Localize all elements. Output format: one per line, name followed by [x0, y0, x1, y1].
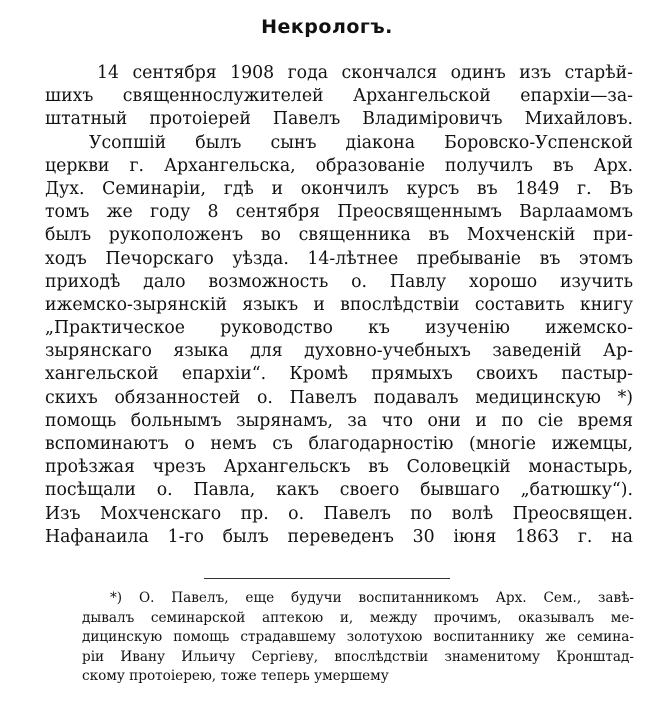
body-line: ходъ Печорскаго уѣзда. 14-лѣтнее пребываніе въ этомъ	[45, 248, 633, 269]
body-line: штатный протоіерей Павелъ Владиміровичъ Михайловъ.	[45, 109, 633, 130]
body-line: ижемско-зырянскій языкъ и впослѣдствіи составить книгу	[45, 294, 633, 315]
body-line: Дух. Семинаріи, гдѣ и окончилъ курсъ въ 1849 г. Въ	[45, 178, 633, 199]
body-line: 14 сентября 1908 года скончался одинъ изъ старѣй-	[97, 63, 633, 83]
body-line: скихъ обязанностей о. Павелъ подавалъ медицинскую *)	[45, 387, 633, 408]
body-line: вспоминаютъ о немъ съ благодарностію (многіе ижемцы,	[45, 434, 633, 454]
body-line: зырянскаго языка для духовно-учебныхъ заведеній Ар-	[45, 341, 633, 362]
footnote-line: дицинскую помощь страдавшему золотухою воспитаннику же семина-	[82, 629, 634, 646]
footnote-line: *) О. Павелъ, еще будучи воспитанникомъ Арх. Сем., завѣ-	[110, 590, 634, 606]
footnote-line: дывалъ семинарской аптекою и, между прочимъ, оказывалъ ме-	[82, 609, 634, 626]
body-line: хангельской епархіи“. Кромѣ прямыхъ своихъ пастыр-	[45, 364, 633, 385]
footnote-divider	[204, 578, 450, 579]
body-line: церкви г. Архангельска, образованіе получилъ въ Арх.	[45, 155, 633, 176]
body-line: приходѣ дало возможность о. Павлу хорошо изучить	[45, 271, 633, 292]
body-line: „Практическое руководство къ изученію ижемско-	[45, 318, 633, 339]
body-line: шихъ священнослужителей Архангельской епархіи—за-	[45, 86, 633, 107]
body-line: проѣзжая чрезъ Архангельскъ въ Соловецкій монастырь,	[45, 457, 633, 478]
body-line: былъ рукоположенъ во священника въ Мохченскій при-	[45, 225, 633, 246]
body-line: помощь больнымъ зырянамъ, за что они и по сіе время	[45, 410, 633, 431]
body-line: Усопшій былъ сынъ діакона Боровско-Успенской	[89, 132, 633, 153]
page-title: Некрологъ.	[261, 16, 393, 38]
body-line: посѣщали о. Павла, какъ своего бывшаго „батюшку“).	[45, 480, 633, 501]
body-line: Нафанаила 1-го былъ переведенъ 30 іюня 1863 г. на	[45, 526, 633, 547]
footnote	[82, 589, 634, 687]
body-line: томъ же году 8 сентября Преосвященнымъ Варлаамомъ	[45, 202, 633, 223]
footnote-line: ріи Ивану Ильичу Сергіеву, впослѣдствіи знаменитому Кронштад-	[82, 648, 634, 665]
footnote-line: скому протоіерею, тоже теперь умершему	[82, 668, 389, 685]
article-body	[45, 62, 633, 549]
body-line: Изъ Мохченскаго пр. о. Павелъ по волѣ Преосвящен.	[45, 503, 633, 524]
